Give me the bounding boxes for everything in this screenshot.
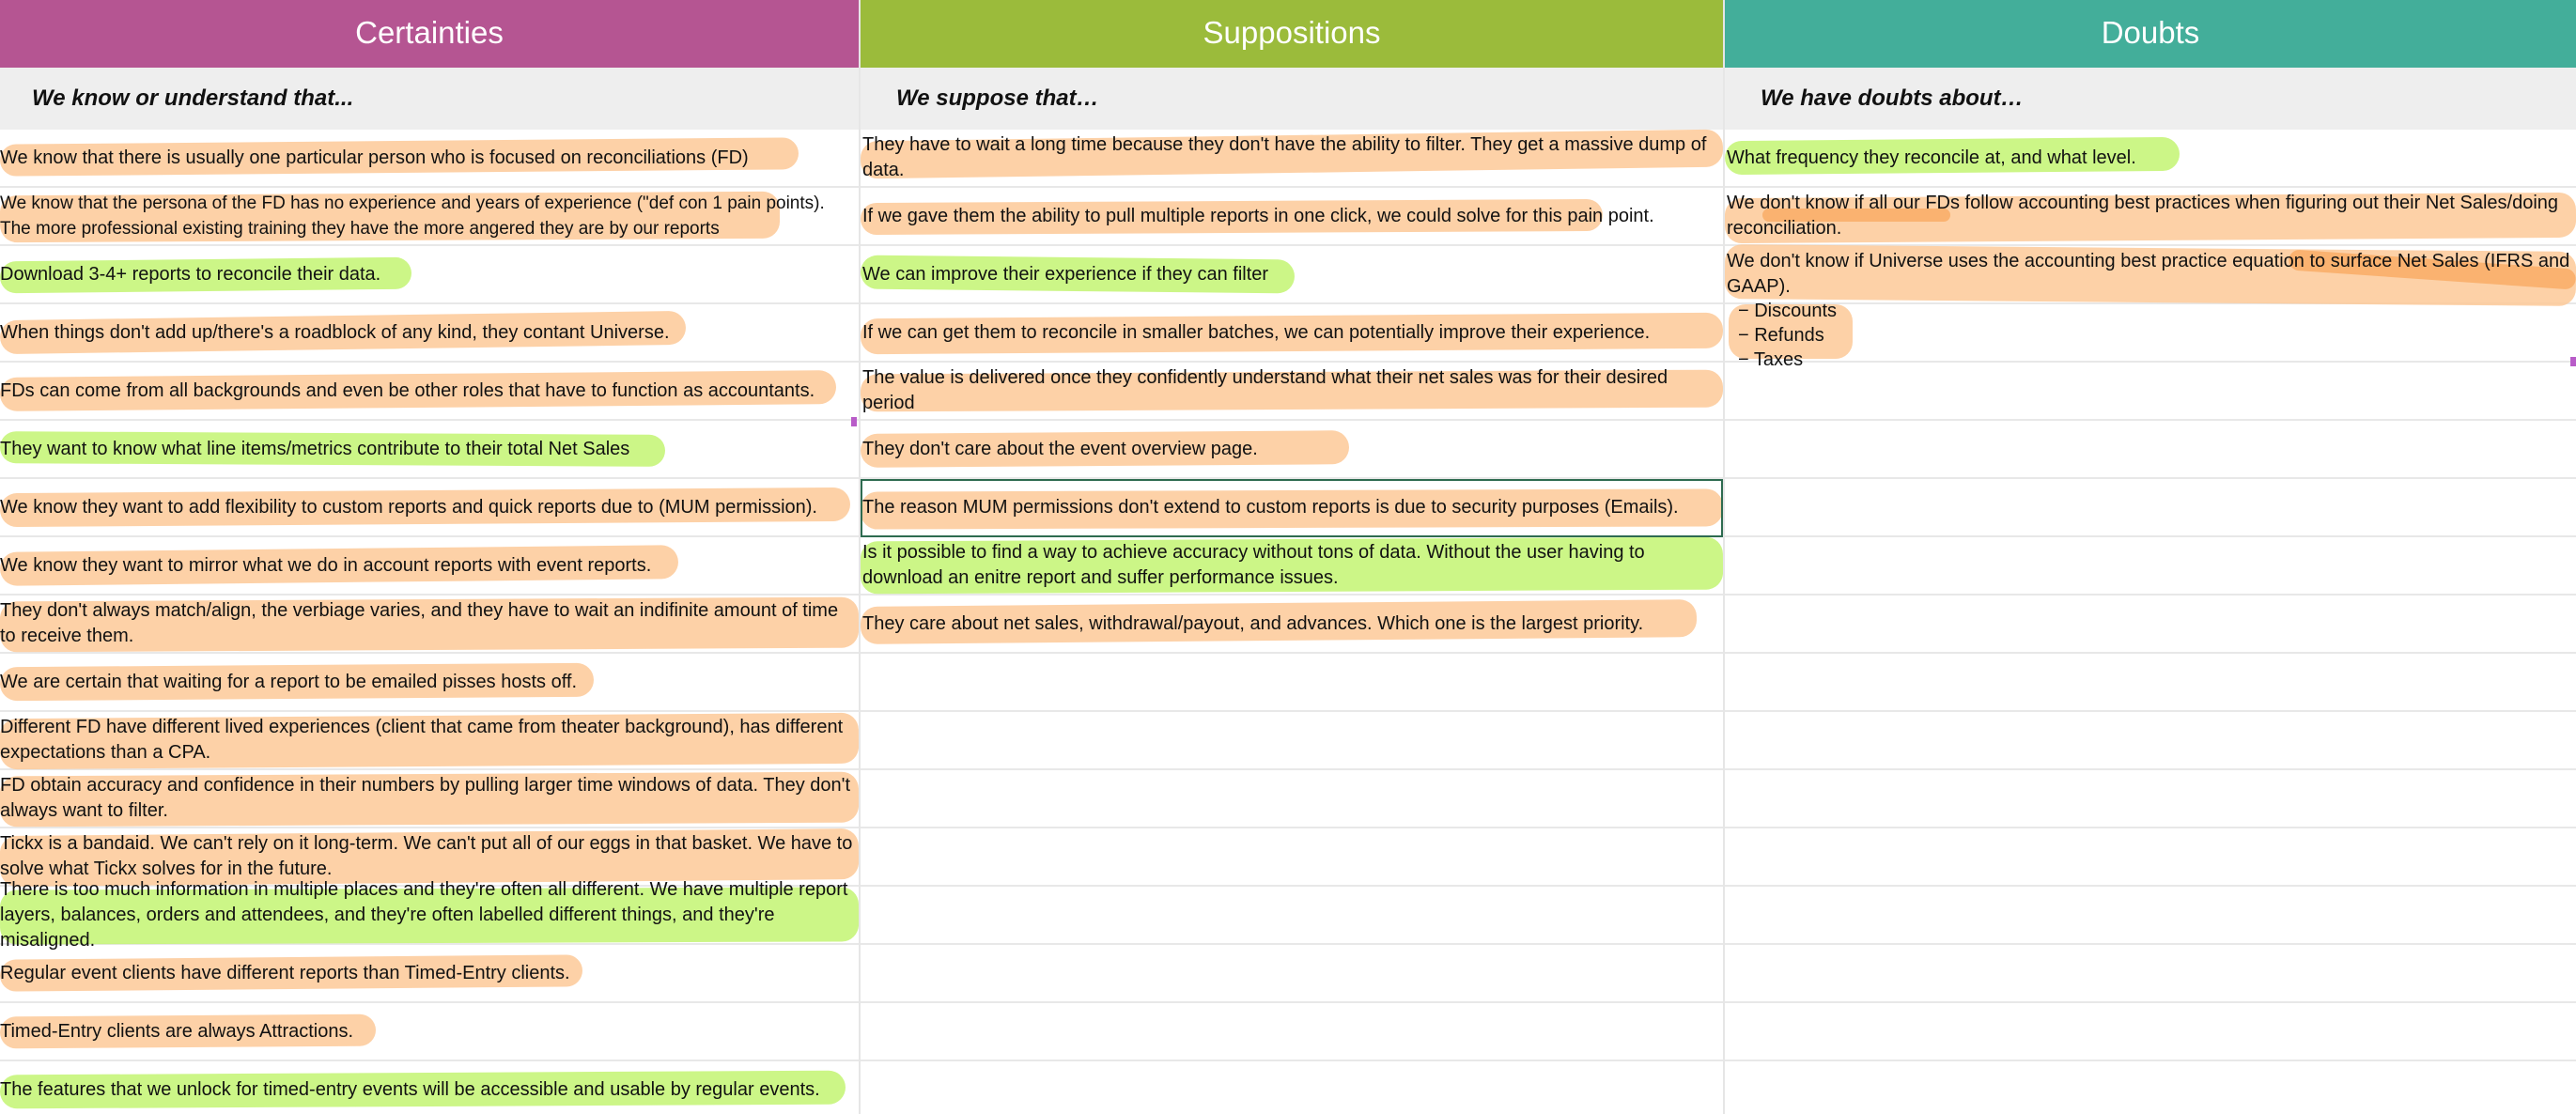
sticky-note[interactable]: What frequency they reconcile at, and what level.	[1727, 147, 2136, 168]
sticky-note[interactable]: Is it possible to find a way to achieve accuracy without tons of data. Without the user having to download an enitre report and suffer performance issues.	[862, 542, 1645, 588]
column-subheader-suppositions	[861, 68, 1723, 130]
table-row[interactable]	[861, 479, 1723, 537]
table-row[interactable]	[0, 130, 859, 188]
column-header-certainties[interactable]: Certainties	[0, 0, 859, 68]
table-row[interactable]	[861, 246, 1723, 304]
sticky-note[interactable]: Tickx is a bandaid. We can't rely on it long-term. We can't put all of our eggs in that basket. We have to solve what Tickx solves for in the future.	[0, 833, 853, 879]
list-item: − Refunds	[1738, 325, 1824, 346]
sticky-note[interactable]: They have to wait a long time because they don't have the ability to filter. They get a massive dump of data.	[862, 134, 1707, 180]
table-row[interactable]	[1725, 887, 2576, 945]
table-row[interactable]	[1725, 363, 2576, 421]
table-row[interactable]	[861, 1003, 1723, 1061]
sticky-note[interactable]: FD obtain accuracy and confidence in their numbers by pulling larger time windows of data. They don't always want to filter.	[0, 775, 851, 821]
table-row[interactable]	[1725, 301, 2576, 370]
sticky-note[interactable]: We know they want to add flexibility to custom reports and quick reports due to (MUM permission).	[0, 496, 817, 518]
subheader-text: We have doubts about…	[1761, 85, 2024, 111]
sticky-note[interactable]: They don't always match/align, the verbiage varies, and they have to wait an indifinite amount of time to receive them.	[0, 600, 839, 646]
table-row[interactable]	[0, 654, 859, 712]
comment-marker[interactable]	[851, 417, 857, 426]
sticky-note[interactable]: We don't know if all our FDs follow accounting best practices when figuring out their Net Sales/doing reconciliation.	[1727, 193, 2559, 239]
sticky-note[interactable]: Download 3-4+ reports to reconcile their data.	[0, 263, 381, 285]
column-doubts	[1725, 0, 2576, 1114]
sticky-note[interactable]: We know they want to mirror what we do in account reports with event reports.	[0, 554, 652, 576]
sticky-note[interactable]: The features that we unlock for timed-entry events will be accessible and usable by regular events.	[0, 1078, 820, 1100]
column-header-suppositions[interactable]: Suppositions	[861, 0, 1723, 68]
table-row[interactable]	[0, 712, 859, 770]
suppositions-rows	[861, 130, 1723, 1114]
table-row[interactable]	[0, 363, 859, 421]
table-row[interactable]	[1725, 537, 2576, 596]
table-row[interactable]	[861, 363, 1723, 421]
table-row[interactable]	[861, 188, 1723, 246]
column-suppositions	[861, 0, 1723, 1114]
table-row[interactable]	[861, 654, 1723, 712]
table-row[interactable]	[861, 537, 1723, 596]
table-row[interactable]	[1725, 712, 2576, 770]
table-row[interactable]	[0, 1003, 859, 1061]
table-row[interactable]	[861, 130, 1723, 188]
table-row[interactable]	[1725, 479, 2576, 537]
table-row[interactable]	[861, 770, 1723, 828]
column-subheader-certainties	[0, 68, 859, 130]
sticky-note[interactable]: When things don't add up/there's a roadblock of any kind, they contant Universe.	[0, 321, 670, 343]
table-row[interactable]	[1725, 130, 2576, 188]
table-row[interactable]	[0, 1061, 859, 1114]
sticky-note[interactable]: They care about net sales, withdrawal/payout, and advances. Which one is the largest priority.	[862, 612, 1644, 634]
sticky-note[interactable]: If we gave them the ability to pull multiple reports in one click, we could solve for this pain point.	[862, 205, 1654, 226]
table-row[interactable]	[0, 770, 859, 828]
sticky-note[interactable]: Regular event clients have different reports than Timed-Entry clients.	[0, 962, 570, 983]
table-row[interactable]	[0, 479, 859, 537]
list-item: − Discounts	[1738, 301, 1838, 321]
table-row[interactable]	[0, 188, 859, 246]
table-row[interactable]	[1725, 246, 2576, 304]
sticky-note[interactable]: The value is delivered once they confidently understand what their net sales was for their desired period	[862, 367, 1668, 413]
table-row[interactable]	[0, 537, 859, 596]
sticky-note[interactable]: Different FD have different lived experiences (client that came from theater background), has different expectations than a CPA.	[0, 717, 844, 763]
table-row[interactable]	[1725, 596, 2576, 654]
sticky-note[interactable]: We know that the persona of the FD has no experience and years of experience ("def con 1 pain points). The more professional existing training they have the more angered they are by our reports	[0, 193, 825, 239]
table-row[interactable]	[861, 1061, 1723, 1114]
sticky-note[interactable]: They want to know what line items/metrics contribute to their total Net Sales	[0, 438, 630, 459]
table-row[interactable]	[1725, 828, 2576, 887]
column-header-doubts[interactable]: Doubts	[1725, 0, 2576, 68]
table-row[interactable]	[0, 304, 859, 363]
table-row[interactable]	[861, 945, 1723, 1003]
sticky-note[interactable]: Timed-Entry clients are always Attractions.	[0, 1020, 354, 1042]
deduction-list	[1725, 299, 1837, 372]
table-row[interactable]	[0, 945, 859, 1003]
sticky-note[interactable]: The reason MUM permissions don't extend to custom reports is due to security purposes (Emails).	[862, 496, 1679, 518]
column-subheader-doubts	[1725, 68, 2576, 130]
table-row[interactable]	[1725, 654, 2576, 712]
table-row[interactable]	[1725, 421, 2576, 479]
sticky-note[interactable]: There is too much information in multiple places and they're often all different. We have multiple report layers, balances, orders and attendees, and they're often labelled different things, and they're misaligned.	[0, 878, 848, 951]
sticky-note[interactable]: They don't care about the event overview page.	[862, 438, 1258, 459]
subheader-text: We know or understand that...	[32, 85, 354, 111]
table-row[interactable]	[1725, 770, 2576, 828]
table-row[interactable]	[861, 421, 1723, 479]
table-row[interactable]	[1725, 945, 2576, 1003]
table-row[interactable]	[861, 887, 1723, 945]
sticky-note[interactable]: We don't know if Universe uses the accounting best practice equation to surface Net Sales (IFRS and GAAP).	[1727, 251, 2570, 297]
sticky-note[interactable]: We are certain that waiting for a report to be emailed pisses hosts off.	[0, 671, 578, 692]
list-item: − Taxes	[1738, 349, 1804, 370]
comment-marker[interactable]	[2570, 357, 2576, 366]
column-certainties	[0, 0, 859, 1114]
table-row[interactable]	[861, 828, 1723, 887]
sticky-note[interactable]: We know that there is usually one particular person who is focused on reconciliations (FD)	[0, 147, 749, 168]
table-row[interactable]	[0, 878, 859, 951]
table-row[interactable]	[0, 246, 859, 304]
table-row[interactable]	[861, 712, 1723, 770]
table-row[interactable]	[861, 304, 1723, 363]
table-row[interactable]	[1725, 1061, 2576, 1114]
table-row[interactable]	[1725, 1003, 2576, 1061]
subheader-text: We suppose that…	[896, 85, 1099, 111]
sticky-note[interactable]: We can improve their experience if they can filter	[862, 263, 1269, 285]
sticky-note[interactable]: FDs can come from all backgrounds and even be other roles that have to function as accountants.	[0, 379, 815, 401]
table-row[interactable]	[0, 596, 859, 654]
table-row[interactable]	[861, 596, 1723, 654]
certainties-rows	[0, 130, 859, 1114]
sticky-note[interactable]: If we can get them to reconcile in smaller batches, we can potentially improve their experience.	[862, 321, 1651, 343]
doubts-rows	[1725, 130, 2576, 1114]
table-row[interactable]	[0, 421, 859, 479]
table-row[interactable]	[1725, 188, 2576, 246]
